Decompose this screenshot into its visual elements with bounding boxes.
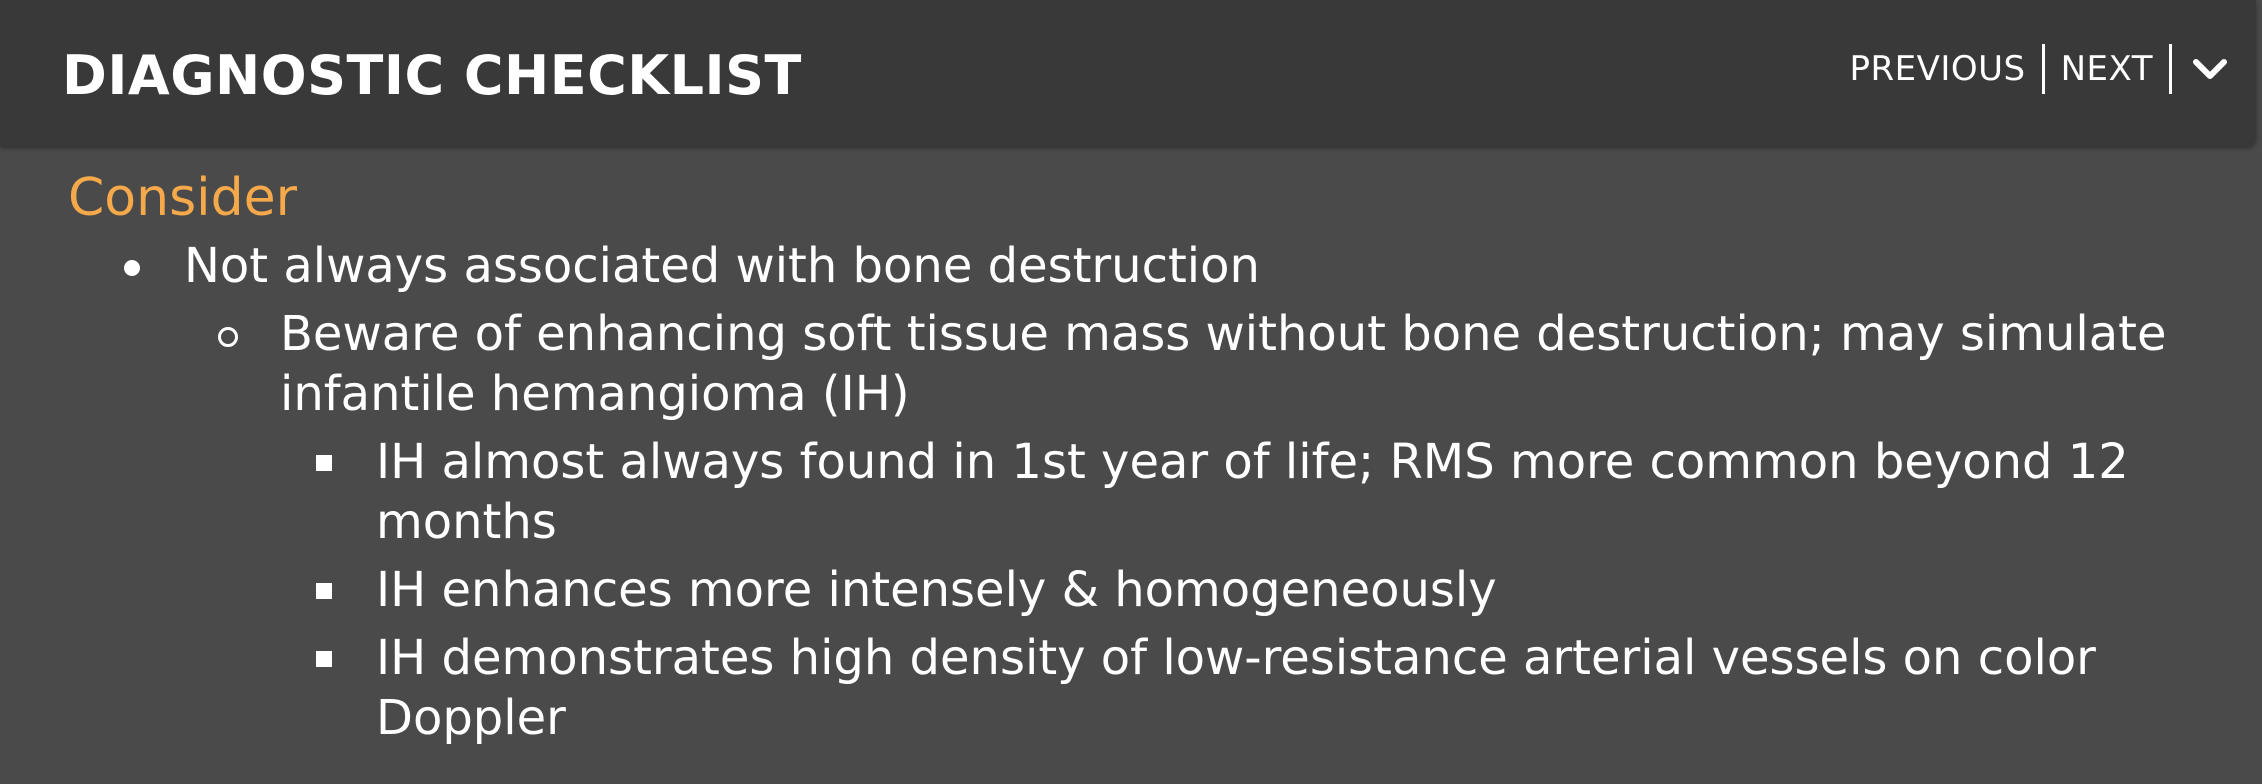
square-bullet-icon xyxy=(316,583,332,599)
next-link[interactable]: NEXT xyxy=(2060,49,2153,89)
list-item-text: IH enhances more intensely & homogeneously xyxy=(376,562,1497,618)
collapse-button[interactable] xyxy=(2188,44,2232,94)
chevron-down-icon xyxy=(2192,57,2228,81)
consider-heading: Consider xyxy=(68,168,297,228)
nav-divider xyxy=(2042,44,2045,94)
checklist-content xyxy=(68,162,2218,748)
square-bullet-icon xyxy=(316,455,332,471)
circle-bullet-icon xyxy=(218,327,238,347)
previous-link[interactable]: PREVIOUS xyxy=(1849,49,2026,89)
checklist-list xyxy=(68,236,2218,748)
list-item xyxy=(68,304,2218,424)
list-item xyxy=(68,628,2218,748)
nav-divider xyxy=(2169,44,2172,94)
disc-bullet-icon xyxy=(124,260,140,276)
list-item xyxy=(68,560,2218,620)
list-item xyxy=(68,432,2218,552)
square-bullet-icon xyxy=(316,651,332,667)
list-item-text: IH almost always found in 1st year of life; RMS more common beyond 12 months xyxy=(376,434,2129,550)
list-item-text: IH demonstrates high density of low-resistance arterial vessels on color Doppler xyxy=(376,630,2096,746)
list-item-text: Beware of enhancing soft tissue mass without bone destruction; may simulate infantile hemangioma (IH) xyxy=(280,306,2167,422)
section-title: DIAGNOSTIC CHECKLIST xyxy=(62,44,802,107)
list-item xyxy=(68,236,2218,296)
section-navigation xyxy=(1849,44,2232,94)
list-item-text: Not always associated with bone destruction xyxy=(184,238,1260,294)
section-header-bar xyxy=(0,0,2256,146)
